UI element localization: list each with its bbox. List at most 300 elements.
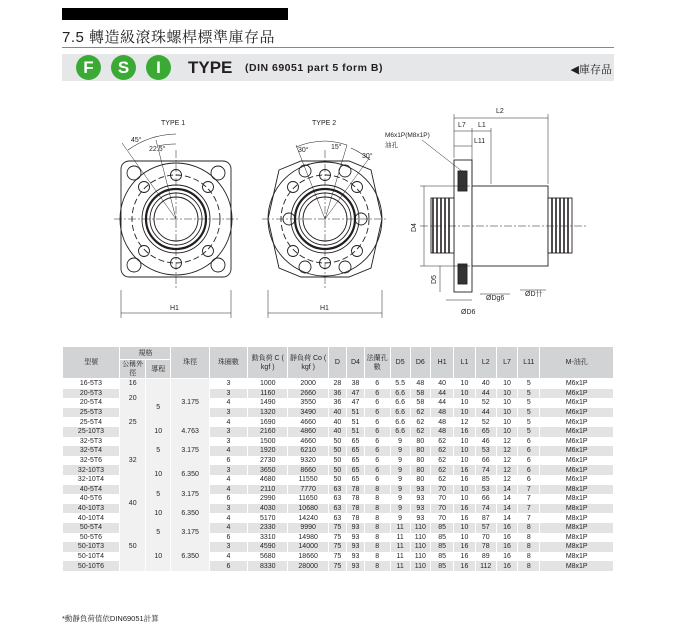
cell-model: 20-5T4 [63, 398, 120, 408]
cell-flange-holes: 8 [365, 552, 391, 562]
cell-flange-holes: 6 [365, 398, 391, 408]
cell-dynamic-load: 4590 [248, 542, 288, 552]
cell-model: 25-5T3 [63, 408, 120, 418]
cell-h1: 40 [430, 379, 453, 389]
cell-l7: 14 [496, 485, 517, 495]
cell-lead: 10 [145, 504, 171, 523]
cell-ball: 6.350 [171, 465, 209, 484]
angle-30a-label: 30° [298, 147, 309, 154]
cell-l7: 12 [496, 437, 517, 447]
cell-l1: 16 [454, 504, 475, 514]
cell-flange-holes: 8 [365, 485, 391, 495]
badge-i: I [146, 55, 171, 80]
cell-h1: 48 [430, 427, 453, 437]
cell-d5: 11 [390, 552, 410, 562]
d6-label: ØD6 [461, 309, 476, 316]
cell-d5: 9 [390, 456, 410, 466]
cell-oil-hole: M6x1P [540, 398, 614, 408]
header-ball: 珠徑 [171, 347, 209, 379]
cell-static-load: 11550 [288, 475, 328, 485]
cell-static-load: 9320 [288, 456, 328, 466]
cell-oil-hole: M6x1P [540, 446, 614, 456]
cell-d6: 80 [410, 475, 430, 485]
cell-turns: 3 [209, 504, 247, 514]
cell-flange-holes: 8 [365, 513, 391, 523]
cell-oil-hole: M8x1P [540, 533, 614, 543]
cell-l1: 10 [454, 494, 475, 504]
cell-static-load: 8660 [288, 465, 328, 475]
cell-d4: 38 [346, 379, 364, 389]
cell-l1: 10 [454, 523, 475, 533]
cell-static-load: 3550 [288, 398, 328, 408]
cell-d4: 93 [346, 552, 364, 562]
cell-d4: 93 [346, 533, 364, 543]
type1-view [114, 134, 238, 318]
cell-l11: 5 [518, 427, 540, 437]
cell-h1: 85 [430, 523, 453, 533]
cell-model: 16-5T3 [63, 379, 120, 389]
cell-h1: 85 [430, 533, 453, 543]
cell-l11: 5 [518, 417, 540, 427]
cell-model: 50-5T6 [63, 533, 120, 543]
cell-l7: 16 [496, 533, 517, 543]
d5-label: D5 [431, 275, 438, 284]
cell-l11: 6 [518, 456, 540, 466]
l1-label: L1 [478, 122, 486, 129]
cell-h1: 85 [430, 542, 453, 552]
cell-d5: 9 [390, 437, 410, 447]
cell-h1: 85 [430, 552, 453, 562]
header-h1: H1 [430, 347, 453, 379]
cell-d5: 6.6 [390, 398, 410, 408]
cell-l1: 10 [454, 379, 475, 389]
cell-l7: 12 [496, 465, 517, 475]
cell-d4: 93 [346, 561, 364, 571]
cell-oil-hole: M8x1P [540, 552, 614, 562]
cell-l1: 12 [454, 417, 475, 427]
cell-nominal: 50 [120, 523, 146, 571]
cell-turns: 3 [209, 465, 247, 475]
cell-d4: 78 [346, 504, 364, 514]
cell-flange-holes: 8 [365, 533, 391, 543]
cell-ball: 4.763 [171, 427, 209, 437]
cell-d6: 62 [410, 427, 430, 437]
type-subtitle: (DIN 69051 part 5 form B) [245, 62, 383, 74]
cell-l2: 53 [475, 485, 496, 495]
cell-d: 75 [328, 561, 346, 571]
cell-d6: 93 [410, 504, 430, 514]
cell-model: 32-5T4 [63, 446, 120, 456]
cell-h1: 85 [430, 561, 453, 571]
angle-22-5-label: 22.5° [149, 146, 166, 153]
cell-lead [145, 379, 171, 389]
cell-flange-holes: 8 [365, 542, 391, 552]
cell-d: 50 [328, 437, 346, 447]
cell-ball: 6.350 [171, 542, 209, 571]
cell-l2: 66 [475, 456, 496, 466]
cell-nominal: 25 [120, 408, 146, 437]
cell-oil-hole: M6x1P [540, 379, 614, 389]
cell-l1: 16 [454, 475, 475, 485]
cell-l2: 44 [475, 408, 496, 418]
cell-d: 40 [328, 417, 346, 427]
cell-flange-holes: 6 [365, 446, 391, 456]
cell-nominal: 20 [120, 389, 146, 408]
cell-l2: 85 [475, 475, 496, 485]
cell-turns: 3 [209, 389, 247, 399]
cell-ball: 3.175 [171, 379, 209, 427]
cell-oil-hole: M6x1P [540, 408, 614, 418]
cell-d6: 58 [410, 398, 430, 408]
cell-dynamic-load: 3310 [248, 533, 288, 543]
cell-d4: 78 [346, 513, 364, 523]
cell-turns: 6 [209, 561, 247, 571]
cell-d6: 58 [410, 389, 430, 399]
cell-d5: 6.6 [390, 417, 410, 427]
cell-turns: 6 [209, 494, 247, 504]
cell-d6: 110 [410, 561, 430, 571]
cell-dynamic-load: 3650 [248, 465, 288, 475]
cell-l1: 16 [454, 427, 475, 437]
cell-flange-holes: 6 [365, 456, 391, 466]
header-spec-group: 規格 [120, 347, 171, 360]
cell-flange-holes: 8 [365, 504, 391, 514]
cell-turns: 4 [209, 398, 247, 408]
l7-label: L7 [458, 122, 466, 129]
cell-l7: 10 [496, 389, 517, 399]
cell-lead: 10 [145, 465, 171, 484]
cell-h1: 44 [430, 398, 453, 408]
cell-l1: 10 [454, 389, 475, 399]
cell-d: 63 [328, 504, 346, 514]
cell-static-load: 2660 [288, 389, 328, 399]
badge-s: S [111, 55, 136, 80]
cell-static-load: 10680 [288, 504, 328, 514]
cell-l2: 52 [475, 398, 496, 408]
cell-d4: 78 [346, 494, 364, 504]
cell-l7: 12 [496, 446, 517, 456]
cell-turns: 4 [209, 513, 247, 523]
cell-d6: 110 [410, 533, 430, 543]
cell-oil-hole: M8x1P [540, 561, 614, 571]
d4-label: D4 [411, 223, 418, 232]
cell-d6: 80 [410, 456, 430, 466]
cell-lead: 10 [145, 542, 171, 571]
cell-l11: 6 [518, 437, 540, 447]
thread-label: M6x1P(M8x1P) [385, 132, 430, 139]
cell-model: 32-5T6 [63, 456, 120, 466]
l11-label: L11 [474, 138, 486, 145]
cell-d5: 9 [390, 485, 410, 495]
cell-dynamic-load: 8330 [248, 561, 288, 571]
cell-l7: 10 [496, 417, 517, 427]
cell-d4: 93 [346, 523, 364, 533]
cell-h1: 48 [430, 417, 453, 427]
cell-d4: 47 [346, 398, 364, 408]
header-lead: 導程 [145, 360, 171, 379]
cell-oil-hole: M8x1P [540, 485, 614, 495]
cell-d5: 5.5 [390, 379, 410, 389]
cell-dynamic-load: 1000 [248, 379, 288, 389]
cell-d: 75 [328, 533, 346, 543]
cell-dynamic-load: 1320 [248, 408, 288, 418]
table-row [63, 379, 614, 389]
cell-static-load: 14000 [288, 542, 328, 552]
cell-turns: 3 [209, 427, 247, 437]
cell-l7: 16 [496, 523, 517, 533]
cell-l1: 10 [454, 446, 475, 456]
cell-turns: 4 [209, 417, 247, 427]
cell-model: 40-5T4 [63, 485, 120, 495]
cell-flange-holes: 6 [365, 379, 391, 389]
cell-d6: 80 [410, 437, 430, 447]
footnote: *動靜負荷值依DIN69051計算 [62, 614, 159, 623]
cell-d: 50 [328, 475, 346, 485]
cell-static-load: 28000 [288, 561, 328, 571]
cell-d5: 6.6 [390, 427, 410, 437]
cell-turns: 3 [209, 437, 247, 447]
cell-l2: 78 [475, 542, 496, 552]
cell-d6: 62 [410, 417, 430, 427]
cell-l2: 74 [475, 465, 496, 475]
cell-l2: 40 [475, 379, 496, 389]
cell-flange-holes: 8 [365, 561, 391, 571]
cell-d5: 11 [390, 523, 410, 533]
type1-label: TYPE 1 [161, 120, 186, 127]
cell-dynamic-load: 1160 [248, 389, 288, 399]
cell-dynamic-load: 1490 [248, 398, 288, 408]
cell-nominal: 16 [120, 379, 146, 389]
cell-d5: 9 [390, 475, 410, 485]
cell-l2: 87 [475, 513, 496, 523]
cell-l7: 16 [496, 542, 517, 552]
cell-dynamic-load: 2110 [248, 485, 288, 495]
type2-view [262, 141, 388, 318]
cell-l2: 46 [475, 437, 496, 447]
header-oil-hole: M-油孔 [540, 347, 614, 379]
section-title: 7.5 轉造級滾珠螺桿標準庫存品 [62, 29, 276, 46]
cell-model: 40-10T3 [63, 504, 120, 514]
header-d4: D4 [346, 347, 364, 379]
cell-l2: 74 [475, 504, 496, 514]
cell-dynamic-load: 1500 [248, 437, 288, 447]
cell-model: 50-5T4 [63, 523, 120, 533]
cell-turns: 4 [209, 475, 247, 485]
cell-turns: 4 [209, 446, 247, 456]
cell-model: 50-10T4 [63, 552, 120, 562]
l2-label: L2 [496, 108, 504, 115]
cell-dynamic-load: 4680 [248, 475, 288, 485]
table-row [63, 542, 614, 552]
cell-ball: 3.175 [171, 437, 209, 466]
cell-l11: 7 [518, 494, 540, 504]
table-row [63, 389, 614, 399]
side-view [420, 114, 586, 300]
cell-h1: 62 [430, 475, 453, 485]
cell-dynamic-load: 2730 [248, 456, 288, 466]
cell-oil-hole: M8x1P [540, 523, 614, 533]
cell-oil-hole: M6x1P [540, 417, 614, 427]
cell-turns: 6 [209, 533, 247, 543]
cell-l1: 10 [454, 437, 475, 447]
header-l1: L1 [454, 347, 475, 379]
cell-l11: 8 [518, 542, 540, 552]
cell-d4: 51 [346, 427, 364, 437]
cell-model: 50-10T6 [63, 561, 120, 571]
cell-d6: 93 [410, 513, 430, 523]
cell-h1: 62 [430, 465, 453, 475]
cell-l1: 16 [454, 552, 475, 562]
cell-model: 32-5T3 [63, 437, 120, 447]
cell-d4: 47 [346, 389, 364, 399]
cell-turns: 3 [209, 379, 247, 389]
cell-l1: 16 [454, 465, 475, 475]
cell-flange-holes: 6 [365, 389, 391, 399]
cell-flange-holes: 6 [365, 437, 391, 447]
cell-l1: 10 [454, 408, 475, 418]
header-l2: L2 [475, 347, 496, 379]
spec-table [62, 346, 614, 571]
cell-turns: 3 [209, 542, 247, 552]
cell-l2: 52 [475, 417, 496, 427]
header-flange-holes: 法蘭孔數 [365, 347, 391, 379]
cell-l1: 10 [454, 398, 475, 408]
cell-d: 50 [328, 465, 346, 475]
cell-d6: 80 [410, 446, 430, 456]
cell-turns: 4 [209, 552, 247, 562]
cell-flange-holes: 6 [365, 417, 391, 427]
cell-static-load: 4860 [288, 427, 328, 437]
cell-l1: 10 [454, 485, 475, 495]
cell-lead: 10 [145, 427, 171, 437]
table-row [63, 485, 614, 495]
cell-l2: 112 [475, 561, 496, 571]
cell-l7: 16 [496, 552, 517, 562]
cell-h1: 70 [430, 494, 453, 504]
header-turns: 珠圈數 [209, 347, 247, 379]
cell-l7: 10 [496, 379, 517, 389]
cell-h1: 48 [430, 408, 453, 418]
cell-flange-holes: 6 [365, 465, 391, 475]
cell-static-load: 7770 [288, 485, 328, 495]
cell-l7: 10 [496, 427, 517, 437]
type-label: TYPE [188, 58, 233, 77]
cell-d5: 9 [390, 513, 410, 523]
cell-l11: 5 [518, 398, 540, 408]
cell-oil-hole: M8x1P [540, 494, 614, 504]
cell-d: 40 [328, 408, 346, 418]
cell-model: 40-10T4 [63, 513, 120, 523]
cell-lead: 5 [145, 389, 171, 427]
cell-static-load: 6210 [288, 446, 328, 456]
table-row [63, 437, 614, 447]
cell-l7: 10 [496, 398, 517, 408]
cell-l2: 89 [475, 552, 496, 562]
table-row [63, 408, 614, 418]
cell-d: 40 [328, 427, 346, 437]
cell-d6: 110 [410, 523, 430, 533]
cell-d5: 11 [390, 561, 410, 571]
cell-l1: 16 [454, 513, 475, 523]
cell-lead: 5 [145, 523, 171, 542]
cell-static-load: 4660 [288, 437, 328, 447]
cell-turns: 4 [209, 523, 247, 533]
cell-d4: 78 [346, 485, 364, 495]
cell-d4: 51 [346, 408, 364, 418]
cell-model: 20-5T3 [63, 389, 120, 399]
cell-d: 36 [328, 389, 346, 399]
cell-l1: 10 [454, 533, 475, 543]
cell-nominal: 32 [120, 437, 146, 485]
cell-lead: 5 [145, 437, 171, 466]
cell-l2: 70 [475, 533, 496, 543]
cell-l11: 8 [518, 523, 540, 533]
cell-d5: 9 [390, 494, 410, 504]
cell-l11: 8 [518, 561, 540, 571]
cell-h1: 62 [430, 437, 453, 447]
cell-static-load: 9990 [288, 523, 328, 533]
cell-static-load: 3490 [288, 408, 328, 418]
cell-l7: 12 [496, 456, 517, 466]
cell-l1: 16 [454, 542, 475, 552]
cell-dynamic-load: 2330 [248, 523, 288, 533]
cell-h1: 62 [430, 456, 453, 466]
cell-d: 63 [328, 485, 346, 495]
cell-l11: 6 [518, 475, 540, 485]
cell-model: 25-5T4 [63, 417, 120, 427]
cell-h1: 44 [430, 389, 453, 399]
table-row [63, 523, 614, 533]
header-d5: D5 [390, 347, 410, 379]
cell-oil-hole: M8x1P [540, 513, 614, 523]
h1-label-type1: H1 [170, 305, 179, 312]
cell-d4: 65 [346, 465, 364, 475]
header-d: D [328, 347, 346, 379]
h1-label-type2: H1 [320, 305, 329, 312]
cell-l7: 14 [496, 504, 517, 514]
cell-flange-holes: 6 [365, 475, 391, 485]
cell-l7: 10 [496, 408, 517, 418]
cell-l7: 14 [496, 494, 517, 504]
cell-flange-holes: 8 [365, 523, 391, 533]
cell-turns: 3 [209, 408, 247, 418]
cell-l2: 53 [475, 446, 496, 456]
cell-oil-hole: M6x1P [540, 389, 614, 399]
stock-link[interactable]: ◀庫存品 [570, 64, 612, 76]
cell-oil-hole: M6x1P [540, 456, 614, 466]
cell-d: 63 [328, 494, 346, 504]
cell-l11: 7 [518, 504, 540, 514]
table-row [63, 465, 614, 475]
cell-d4: 65 [346, 446, 364, 456]
cell-d5: 9 [390, 465, 410, 475]
cell-oil-hole: M6x1P [540, 427, 614, 437]
cell-l11: 8 [518, 533, 540, 543]
cell-static-load: 4660 [288, 417, 328, 427]
cell-static-load: 14980 [288, 533, 328, 543]
cell-d5: 11 [390, 533, 410, 543]
header-nominal: 公稱外徑 [120, 360, 146, 379]
oil-hole-label: 油孔 [385, 142, 398, 149]
cell-ball: 3.175 [171, 523, 209, 542]
table-row [63, 427, 614, 437]
cell-model: 32-10T4 [63, 475, 120, 485]
cell-nominal: 40 [120, 485, 146, 523]
cell-d4: 51 [346, 417, 364, 427]
cell-d6: 62 [410, 408, 430, 418]
cell-l11: 5 [518, 379, 540, 389]
cell-oil-hole: M6x1P [540, 475, 614, 485]
